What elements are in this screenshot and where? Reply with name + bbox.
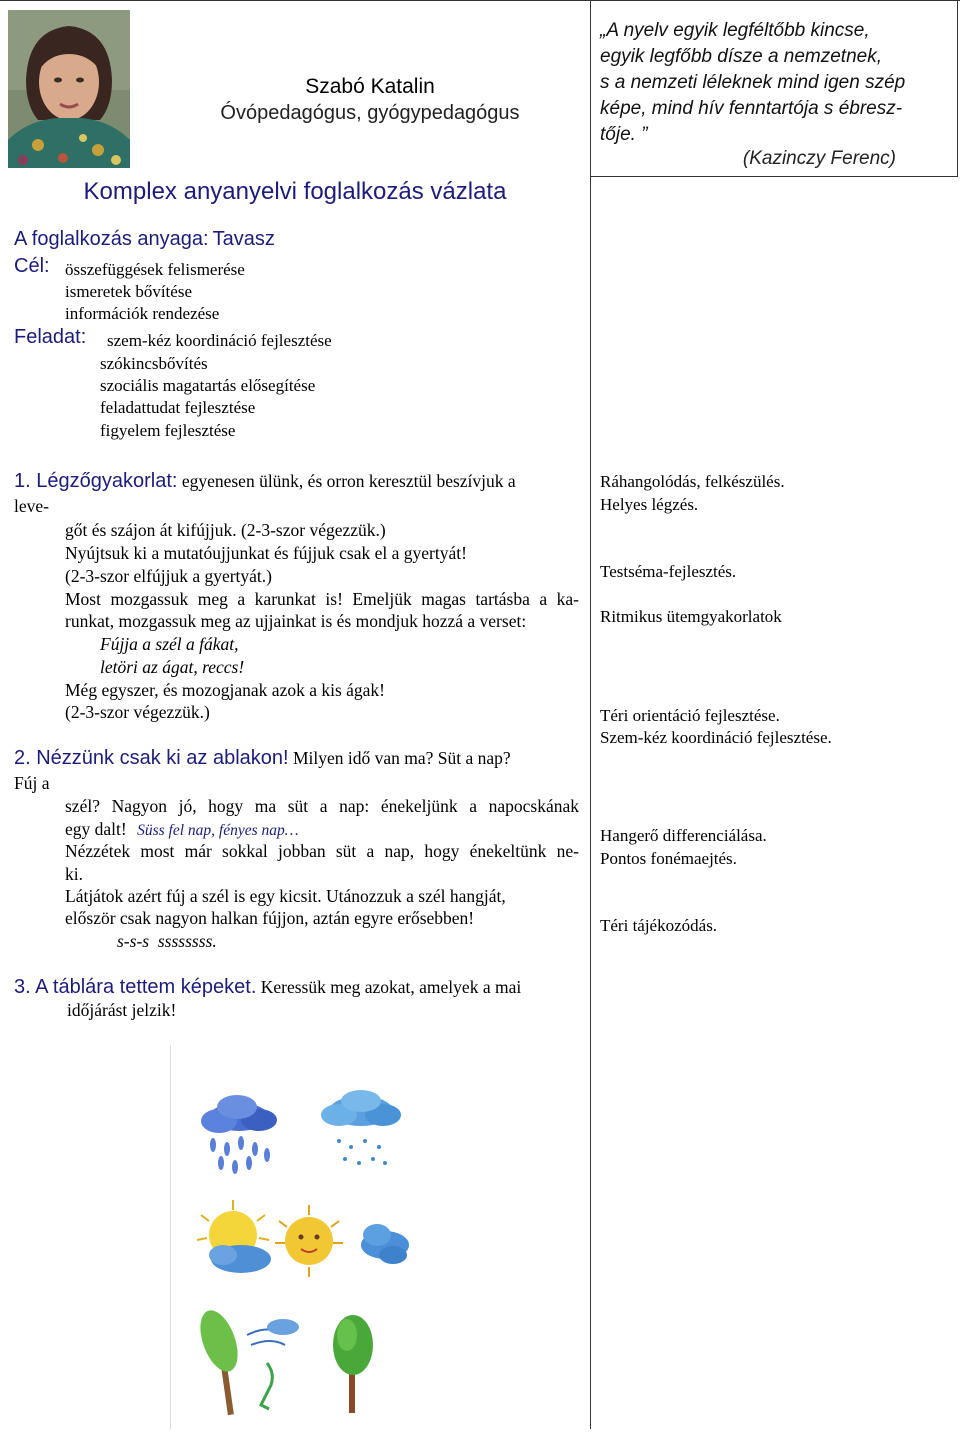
section1-first-line <box>14 470 516 493</box>
column-divider <box>590 0 591 1429</box>
section1-text: egyenesen ülünk, és orron keresztül beszívjuk a <box>181 471 516 491</box>
sun-face-icon <box>275 1205 343 1277</box>
quote-line: „A nyelv egyik legféltőbb kincse, <box>600 20 870 41</box>
author-role: Óvópedagógus, gyógypedagógus <box>220 102 520 124</box>
task-label: Feladat: <box>14 326 87 348</box>
section2-text: szél? Nagyon jó, hogy ma süt a nap: énekeljünk a napocskának <box>65 796 579 816</box>
wind-sound: s-s-s ssssssss. <box>117 931 217 951</box>
note: Téri tájékozódás. <box>600 916 718 935</box>
quote-line: tője. ” <box>600 124 648 145</box>
section2-first-line <box>14 747 511 770</box>
weather-drawings <box>170 1045 427 1429</box>
note: Helyes légzés. <box>600 495 699 514</box>
song-title: Süss fel nap, fényes nap… <box>137 822 299 839</box>
rain-cloud-icon <box>201 1095 277 1174</box>
sun-behind-cloud-icon <box>197 1200 271 1273</box>
author-photo <box>8 10 130 168</box>
task-item: feladattudat fejlesztése <box>100 398 256 417</box>
snow-cloud-icon <box>321 1090 401 1165</box>
section1-text: (2-3-szor elfújjuk a gyertyát.) <box>65 566 273 586</box>
note: Ritmikus ütemgyakorlatok <box>600 607 782 626</box>
section3-heading: 3. A táblára tettem képeket. <box>14 976 257 998</box>
wind-tree-icon <box>193 1305 299 1415</box>
note: Téri orientáció fejlesztése. <box>600 706 780 725</box>
section3-text: Keressük meg azokat, amelyek a mai <box>260 977 522 997</box>
topic-value: Tavasz <box>212 228 275 250</box>
section2-text: először csak nagyon halkan fújjon, aztán egyre erősebben! <box>65 908 475 928</box>
task-item: szókincsbővítés <box>100 354 208 373</box>
section2-song-line <box>65 818 299 842</box>
section2-text: Milyen idő van ma? Süt a nap? <box>292 748 511 768</box>
author-name: Szabó Katalin <box>305 75 435 98</box>
poem-line: Fújja a szél a fákat, <box>100 634 239 654</box>
quote-author: (Kazinczy Ferenc) <box>742 148 896 169</box>
note: Szem-kéz koordináció fejlesztése. <box>600 728 832 747</box>
tree-icon <box>333 1315 373 1413</box>
note: Pontos fonémaejtés. <box>600 849 737 868</box>
section1-text: Nyújtsuk ki a mutatóujjunkat és fújjuk csak el a gyertyát! <box>65 543 467 563</box>
quote-line: egyik legfőbb dísze a nemzetnek, <box>600 46 883 67</box>
section1-text: runkat, mozgassuk meg az ujjainkat is és mondjuk hozzá a verset: <box>65 611 527 631</box>
note: Hangerő differenciálása. <box>600 826 767 845</box>
note: Ráhangolódás, felkészülés. <box>600 472 785 491</box>
goal-item: összefüggések felismerése <box>65 260 245 279</box>
quote-line: képe, mind hív fenntartója s ébresz- <box>600 98 903 119</box>
section3-first-line <box>14 976 521 999</box>
section2-text: egy dalt! <box>65 819 127 839</box>
quote-block <box>600 18 950 148</box>
task-item: figyelem fejlesztése <box>100 421 236 440</box>
goal-item: információk rendezése <box>65 304 220 323</box>
poem-line: letöri az ágat, reccs! <box>100 657 245 677</box>
cloud-icon <box>361 1224 409 1264</box>
section2-text: Fúj a <box>14 773 50 793</box>
section2-text: Látjátok azért fúj a szél is egy kicsit. Utánozzuk a szél hangját, <box>65 886 506 906</box>
section1-text: (2-3-szor végezzük.) <box>65 702 210 722</box>
section1-text: gőt és szájon át kifújjuk. (2-3-szor végezzük.) <box>65 520 386 540</box>
task-item: szem-kéz koordináció fejlesztése <box>107 331 332 350</box>
topic-label: A foglalkozás anyaga: <box>14 228 209 250</box>
goal-item: ismeretek bővítése <box>65 282 192 301</box>
section2-heading: 2. Nézzünk csak ki az ablakon! <box>14 747 289 769</box>
quote-line: s a nemzeti léleknek mind igen szép <box>600 72 906 93</box>
section1-text: Most mozgassuk meg a karunkat is! Emeljük magas tartásba a ka- <box>65 589 579 609</box>
section1-heading: 1. Légzőgyakorlat: <box>14 470 178 492</box>
document-title: Komplex anyanyelvi foglalkozás vázlata <box>83 178 507 205</box>
right-border <box>957 0 958 176</box>
top-rule <box>0 0 960 1</box>
section2-text: ki. <box>65 864 83 884</box>
section1-text: Még egyszer, és mozogjanak azok a kis ágak! <box>65 680 386 700</box>
goal-label: Cél: <box>14 255 50 277</box>
header-bottom-rule <box>590 176 958 177</box>
section1-text: leve- <box>14 496 49 516</box>
note: Testséma-fejlesztés. <box>600 562 737 581</box>
topic-line <box>14 228 275 251</box>
section2-text: Nézzétek most már sokkal jobban süt a nap, hogy énekeltünk ne- <box>65 841 579 861</box>
section3-text: időjárást jelzik! <box>67 1000 177 1020</box>
task-item: szociális magatartás elősegítése <box>100 376 316 395</box>
